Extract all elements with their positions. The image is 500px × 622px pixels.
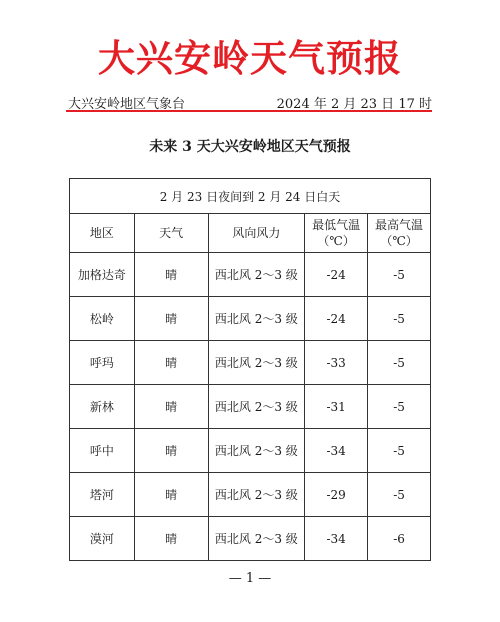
cell-max-temp: -5 [368,429,431,473]
cell-weather: 晴 [134,473,208,517]
table-row [70,385,431,429]
red-divider-rule [66,110,432,112]
cell-region: 呼玛 [70,341,135,385]
issue-time: 2024 年 2 月 23 日 17 时 [276,97,432,112]
cell-wind: 西北风 2～3 级 [208,297,305,341]
header-max-temp-label: 最高气温 [375,218,424,232]
header-region: 地区 [70,214,135,253]
header-min-temp-unit: （℃） [317,234,355,248]
cell-wind: 西北风 2～3 级 [208,429,305,473]
cell-max-temp: -6 [368,517,431,561]
cell-weather: 晴 [134,385,208,429]
issuer-name: 大兴安岭地区气象台 [68,97,186,112]
cell-min-temp: -24 [305,297,368,341]
header-max-temp-unit: （℃） [380,234,418,248]
cell-min-temp: -24 [305,253,368,297]
table-row [70,253,431,297]
page-number: — 1 — [228,571,272,586]
cell-max-temp: -5 [368,297,431,341]
cell-region: 新林 [70,385,135,429]
table-row [70,473,431,517]
cell-wind: 西北风 2～3 级 [208,473,305,517]
cell-weather: 晴 [134,429,208,473]
document-title: 大兴安岭天气预报 [98,37,402,80]
cell-min-temp: -33 [305,341,368,385]
table-row [70,517,431,561]
header-min-temp [305,214,368,253]
header-weather: 天气 [134,214,208,253]
forecast-period: 2 月 23 日夜间到 2 月 24 日白天 [70,179,431,214]
cell-weather: 晴 [134,253,208,297]
cell-wind: 西北风 2～3 级 [208,385,305,429]
cell-region: 呼中 [70,429,135,473]
cell-min-temp: -31 [305,385,368,429]
cell-weather: 晴 [134,517,208,561]
cell-region: 松岭 [70,297,135,341]
issuer-line [68,93,432,112]
forecast-subtitle: 未来 3 天大兴安岭地区天气预报 [149,139,351,155]
cell-region: 漠河 [70,517,135,561]
table-row [70,341,431,385]
cell-min-temp: -34 [305,517,368,561]
header-min-temp-label: 最低气温 [312,218,361,232]
cell-min-temp: -34 [305,429,368,473]
table-row [70,429,431,473]
header-wind: 风向风力 [208,214,305,253]
table-row [70,297,431,341]
cell-min-temp: -29 [305,473,368,517]
cell-region: 加格达奇 [70,253,135,297]
cell-max-temp: -5 [368,385,431,429]
cell-max-temp: -5 [368,341,431,385]
cell-region: 塔河 [70,473,135,517]
header-max-temp [368,214,431,253]
forecast-table [69,178,431,561]
cell-max-temp: -5 [368,253,431,297]
cell-weather: 晴 [134,297,208,341]
cell-weather: 晴 [134,341,208,385]
cell-wind: 西北风 2～3 级 [208,341,305,385]
cell-wind: 西北风 2～3 级 [208,253,305,297]
cell-wind: 西北风 2～3 级 [208,517,305,561]
cell-max-temp: -5 [368,473,431,517]
